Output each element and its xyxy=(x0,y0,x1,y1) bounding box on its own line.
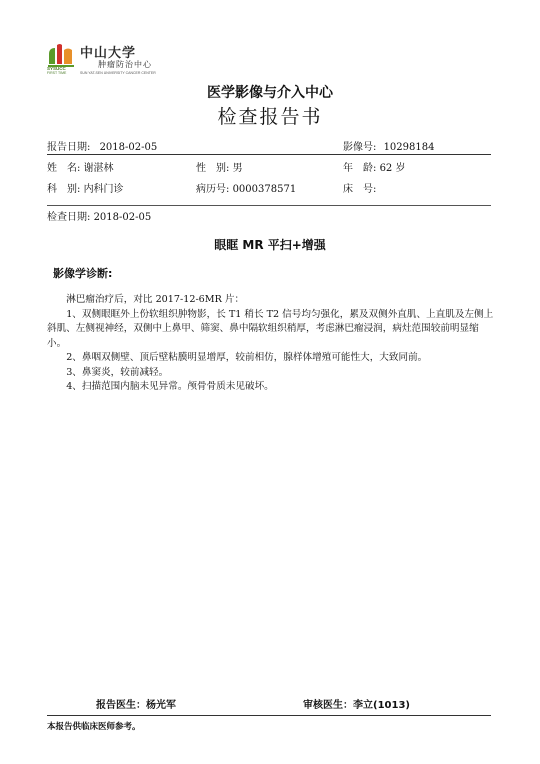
patient-age-value: 62 岁 xyxy=(379,163,406,174)
dept-value: 内科门诊 xyxy=(83,184,124,195)
record-no-field xyxy=(196,180,296,195)
diagnosis-intro: 淋巴瘤治疗后，对比 2017-12-6MR 片： xyxy=(66,294,245,305)
bed-label: 床 号: xyxy=(343,184,377,195)
patient-sex-field xyxy=(196,159,243,174)
divider-bottom xyxy=(47,715,491,716)
exam-title: 眼眶 MR 平扫+增强 xyxy=(214,238,326,252)
reporter-signature: 报告医生：杨光军 xyxy=(96,700,176,711)
logo-subname-cn: 肿瘤防治中心 xyxy=(98,60,152,69)
logo-tagline: FIRST TIME xyxy=(47,71,67,75)
dept-label: 科 别: xyxy=(47,184,81,195)
diagnosis-item-1: 1、双侧眼眶外上份软组织肿物影，长 T1 稍长 T2 信号均匀强化，累及双侧外直肌、上直肌及左侧上斜肌、左侧视神经，双侧中上鼻甲、筛窦、鼻中隔软组织稍厚，考虑淋巴瘤浸润，病灶范围较前明显缩小。 xyxy=(47,308,494,349)
patient-name-value: 谢湛林 xyxy=(83,163,114,174)
exam-date-value: 2018-02-05 xyxy=(93,212,152,223)
record-no-value: 0000378571 xyxy=(232,184,297,195)
report-date-label: 报告日期: xyxy=(47,142,91,153)
patient-age-label: 年 龄: xyxy=(343,163,377,174)
exam-date-label: 检查日期: xyxy=(47,212,91,223)
diagnosis-item-3: 3、鼻窦炎，较前减轻。 xyxy=(66,366,169,378)
diagnosis-body xyxy=(47,293,495,395)
image-no-value: 10298184 xyxy=(383,142,435,153)
diagnosis-item-4: 4、扫描范围内脑未见异常。颅骨骨质未见破坏。 xyxy=(66,381,274,392)
image-no-label: 影像号: xyxy=(343,142,377,153)
logo-abbr: SYSUCC xyxy=(47,66,66,71)
image-no-row xyxy=(343,138,434,153)
report-date-row xyxy=(47,138,157,153)
patient-sex-label: 性 别: xyxy=(196,163,230,174)
divider-top xyxy=(47,154,491,155)
patient-name-label: 姓 名: xyxy=(47,163,81,174)
patient-name-field xyxy=(47,159,114,174)
patient-sex-value: 男 xyxy=(232,163,243,174)
patient-age-field xyxy=(343,159,405,174)
logo-name-en: SUN YAT-SEN UNIVERSITY CANCER CENTER xyxy=(80,71,156,75)
divider-mid xyxy=(47,205,491,206)
logo-name-cn: 中山大学 xyxy=(80,46,137,61)
diagnosis-item-2: 2、鼻咽双侧壁、顶后壁粘膜明显增厚，较前相仿，腺样体增殖可能性大，大致同前。 xyxy=(66,352,428,363)
reviewer-signature: 审核医生：李立(1013) xyxy=(303,700,410,711)
bed-field xyxy=(343,180,376,195)
record-no-label: 病历号: xyxy=(196,184,230,195)
diagnosis-header: 影像学诊断: xyxy=(53,267,113,280)
document-title: 检查报告书 xyxy=(217,106,323,128)
center-name: 医学影像与介入中心 xyxy=(207,85,333,101)
dept-field xyxy=(47,180,124,195)
report-date-value: 2018-02-05 xyxy=(99,142,158,153)
footer-note: 本报告供临床医师参考。 xyxy=(47,722,141,732)
exam-date-row xyxy=(47,208,151,223)
